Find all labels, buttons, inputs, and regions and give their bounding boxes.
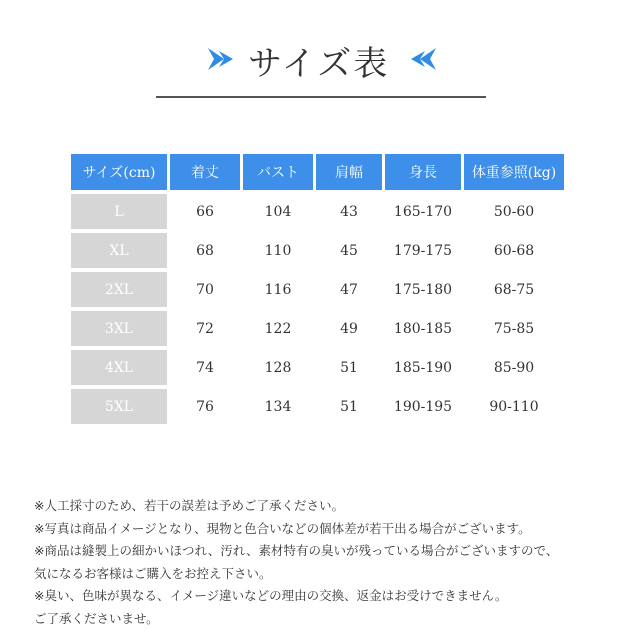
- table-cell: 47: [340, 281, 358, 298]
- table-cell: 43: [340, 203, 358, 220]
- table-cell: 68-75: [493, 281, 535, 298]
- header-length: 着丈: [170, 154, 240, 190]
- table-cell: 104: [264, 203, 292, 220]
- chevron-right-double-icon: [206, 46, 238, 72]
- table-cell: 90-110: [489, 398, 539, 415]
- header-bust: バスト: [243, 154, 313, 190]
- header-size: サイズ(cm): [71, 154, 167, 190]
- size-cell: L: [71, 194, 167, 229]
- chevron-left-double-icon: [406, 46, 438, 72]
- table-cell: 190-195: [393, 398, 453, 415]
- title-divider: [156, 96, 486, 98]
- table-cell: 68: [196, 242, 214, 259]
- table-row: [71, 311, 564, 346]
- table-cell: 179-175: [393, 242, 453, 259]
- header-weight: 体重参照(kg): [464, 154, 564, 190]
- size-cell: 5XL: [71, 389, 167, 424]
- table-cell: 134: [264, 398, 292, 415]
- note-line: ご了承くださいませ。: [34, 610, 159, 626]
- table-cell: 45: [340, 242, 358, 259]
- note-line: ※人工採寸のため、若干の誤差は予めご了承ください。: [34, 498, 344, 513]
- table-cell: 70: [196, 281, 214, 298]
- table-cell: 165-170: [393, 203, 453, 220]
- size-cell: 2XL: [71, 272, 167, 307]
- title-area: [0, 34, 640, 82]
- table-cell: 180-185: [393, 320, 453, 337]
- table-cell: 50-60: [493, 203, 535, 220]
- table-cell: 85-90: [493, 359, 535, 376]
- note-line: ※写真は商品イメージとなり、現物と色合いなどの個体差が若干出る場合がございます。: [34, 520, 531, 536]
- table-cell: 175-180: [393, 281, 453, 298]
- header-height: 身長: [385, 154, 461, 190]
- table-cell: 128: [264, 359, 292, 376]
- table-row: [71, 350, 564, 385]
- table-cell: 66: [196, 203, 214, 220]
- table-cell: 116: [264, 281, 292, 298]
- table-row: [71, 272, 564, 307]
- table-cell: 60-68: [493, 242, 535, 259]
- notes: [34, 495, 614, 631]
- table-cell: 76: [196, 398, 214, 415]
- page-title: サイズ表: [248, 44, 390, 84]
- table-header-row: [71, 154, 564, 190]
- table-cell: 75-85: [493, 320, 535, 337]
- table-cell: 51: [340, 398, 358, 415]
- size-table: [68, 150, 567, 428]
- table-cell: 185-190: [393, 359, 453, 376]
- table-row: [71, 233, 564, 268]
- table-cell: 110: [264, 242, 292, 259]
- note-line: ※臭い、色味が異なる、イメージ違いなどの理由の交換、返金はお受けできません。: [34, 588, 508, 604]
- table-cell: 49: [340, 320, 358, 337]
- table-cell: 122: [264, 320, 292, 337]
- table-row: [71, 194, 564, 229]
- table-cell: 72: [196, 320, 214, 337]
- table-cell: 74: [196, 359, 214, 376]
- table-row: [71, 389, 564, 424]
- note-line: ※商品は縫製上の細かいほつれ、汚れ、素材特有の臭いが残っている場合がございますので、: [34, 543, 559, 559]
- note-line: 気になるお客様はご購入をお控え下さい。: [34, 565, 272, 581]
- table-cell: 51: [340, 359, 358, 376]
- header-shoulder: 肩幅: [316, 154, 382, 190]
- size-cell: 4XL: [71, 350, 167, 385]
- size-cell: 3XL: [71, 311, 167, 346]
- size-cell: XL: [71, 233, 167, 268]
